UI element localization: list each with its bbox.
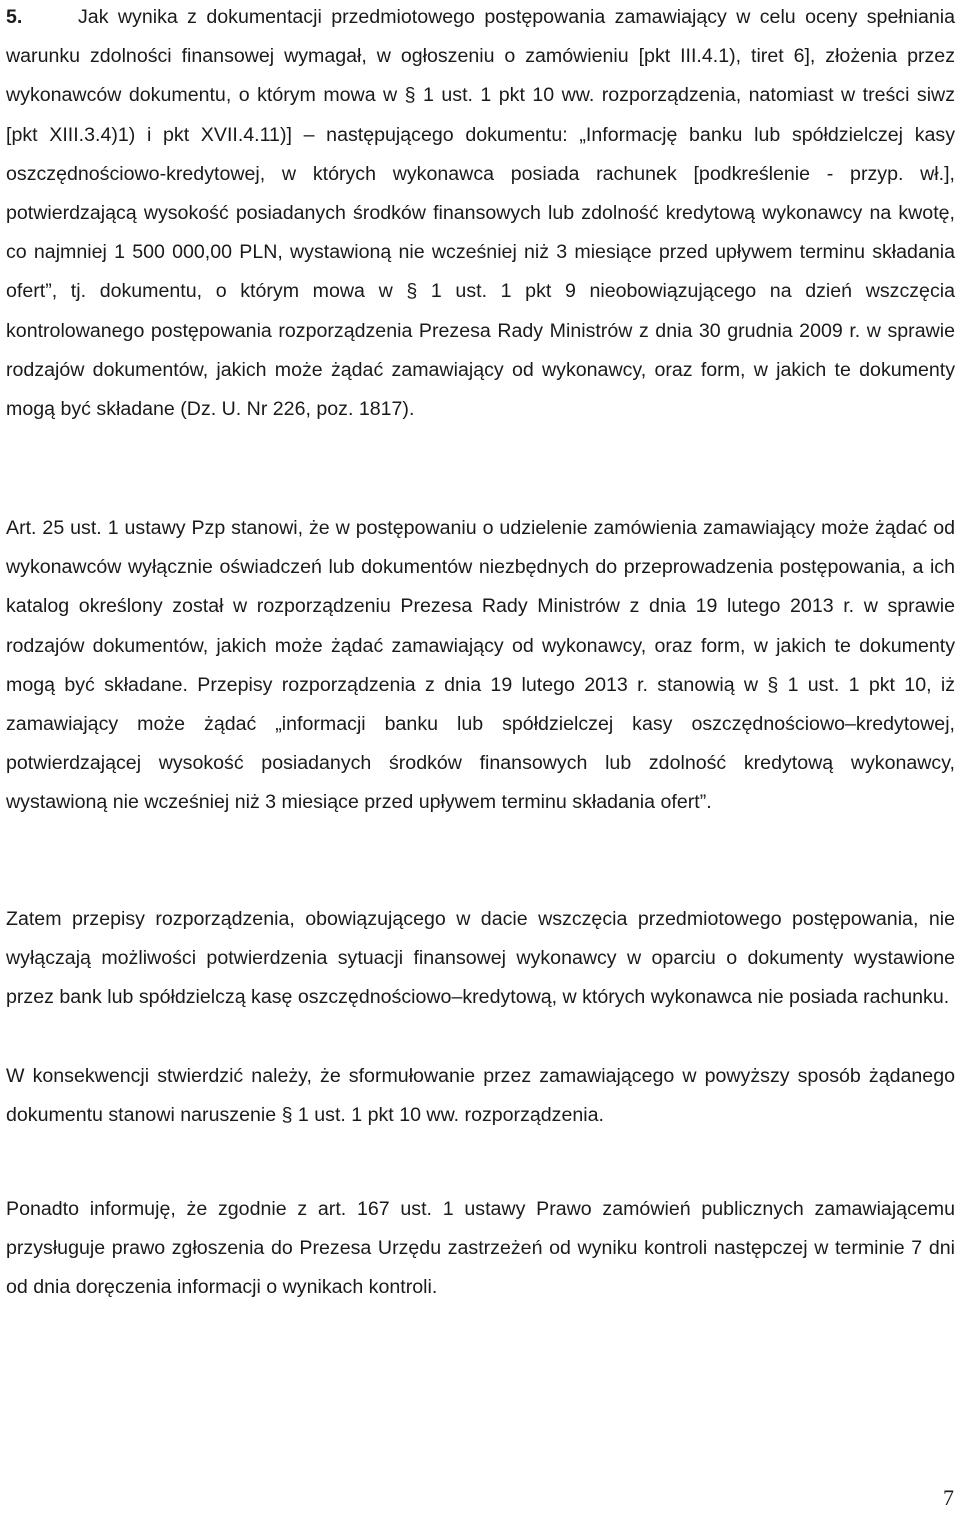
paragraph-ponadto: Ponadto informuję, że zgodnie z art. 167 ust. 1 ustawy Prawo zamówień publicznych zamawiającemu przysługuje prawo zgłoszenia do Prezesa Urzędu zastrzeżeń od wyniku kontroli następczej w terminie 7 dni od dnia doręczenia informacji o wynikach kontroli. — [6, 1198, 955, 1299]
section-number: 5. — [6, 6, 23, 28]
paragraph-section-5 — [6, 0, 955, 429]
paragraph-zatem: Zatem przepisy rozporządzenia, obowiązującego w dacie wszczęcia przedmiotowego postępowania, nie wyłączają możliwości potwierdzenia sytuacji finansowej wykonawcy w oparciu o dokumenty wystawione przez bank lub spółdzielczą kasę oszczędnościowo–kredytową, w których wykonawca nie posiada rachunku. — [6, 908, 955, 1009]
paragraph-1-text: Jak wynika z dokumentacji przedmiotowego postępowania zamawiający w celu oceny spełniania warunku zdolności finansowej wymagał, w ogłoszeniu o zamówieniu [pkt III.4.1), tiret 6], złożenia przez wykonawców dokumentu, o którym mowa w § 1 ust. 1 pkt 10 ww. rozporządzenia, natomiast w treści siwz [pkt XIII.3.4)1) i pkt XVII.4.11)] – następującego dokumentu: „Informację banku lub spółdzielczej kasy oszczędnościowo-kredytowej, w których wykonawca posiada rachunek [podkreślenie - przyp. wł.], potwierdzającą wysokość posiadanych środków finansowych lub zdolność kredytową wykonawcy na kwotę, co najmniej 1 500 000,00 PLN, wystawioną nie wcześniej niż 3 miesiące przed upływem terminu składania ofert”, tj. dokumentu, o którym mowa w § 1 ust. 1 pkt 9 nieobowiązującego na dzień wszczęcia kontrolowanego postępowania rozporządzenia Prezesa Rady Ministrów z dnia 30 grudnia 2009 r. w sprawie rodzajów dokumentów, jakich może żądać zamawiający od wykonawcy, oraz form, w jakich te dokumenty mogą być składane (Dz. U. Nr 226, poz. 1817). — [6, 6, 955, 421]
paragraph-art-25: Art. 25 ust. 1 ustawy Pzp stanowi, że w postępowaniu o udzielenie zamówienia zamawiający może żądać od wykonawców wyłącznie oświadczeń lub dokumentów niezbędnych do przeprowadzenia postępowania, a ich katalog określony został w rozporządzeniu Prezesa Rady Ministrów z dnia 19 lutego 2013 r. w sprawie rodzajów dokumentów, jakich może żądać zamawiający od wykonawcy, oraz form, w jakich te dokumenty mogą być składane. Przepisy rozporządzenia z dnia 19 lutego 2013 r. stanowią w § 1 ust. 1 pkt 10, iż zamawiający może żądać „informacji banku lub spółdzielczej kasy oszczędnościowo–kredytowej, potwierdzającej wysokość posiadanych środków finansowych lub zdolność kredytową wykonawcy, wystawioną nie wcześniej niż 3 miesiące przed upływem terminu składania ofert”. — [6, 517, 955, 814]
page-number: 7 — [943, 1485, 954, 1510]
paragraph-w-konsekwencji: W konsekwencji stwierdzić należy, że sformułowanie przez zamawiającego w powyższy sposób żądanego dokumentu stanowi naruszenie § 1 ust. 1 pkt 10 ww. rozporządzenia. — [6, 1065, 955, 1127]
